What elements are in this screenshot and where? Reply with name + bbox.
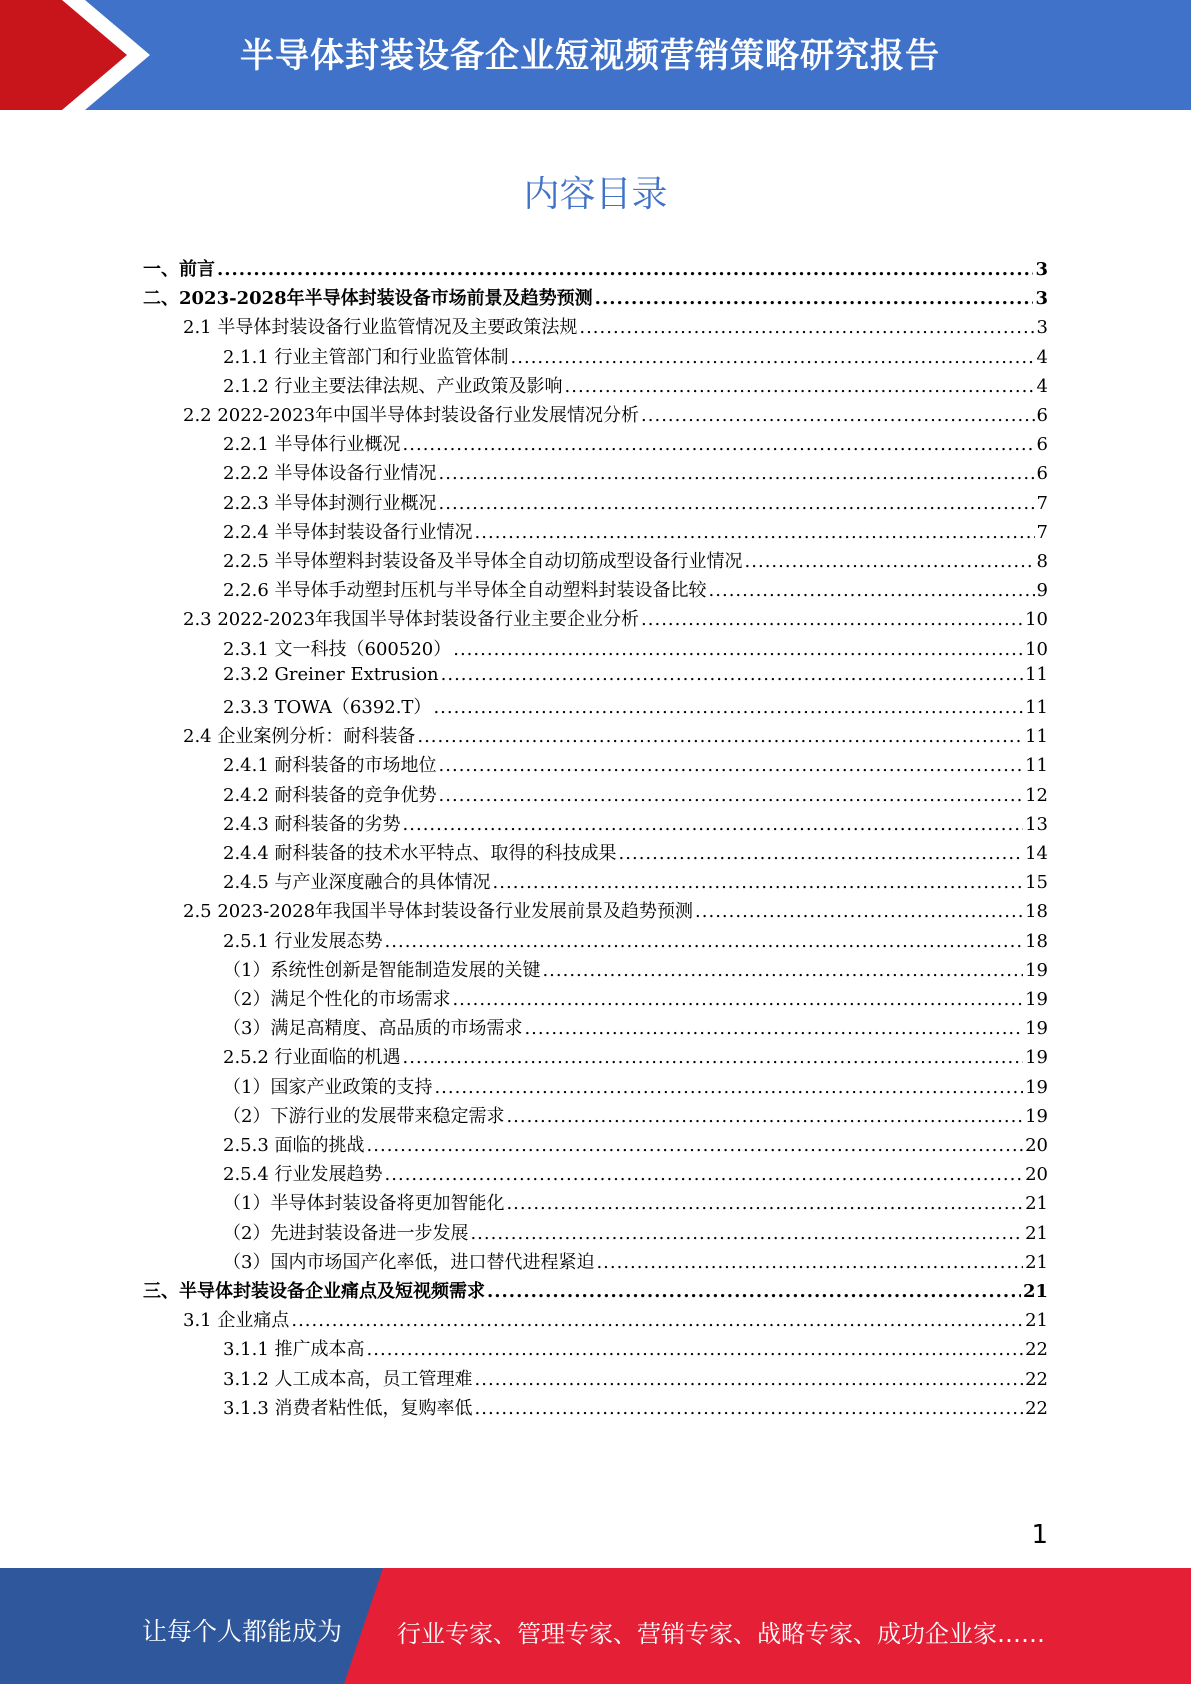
toc-entry-label: 2.4.1 耐科装备的市场地位 bbox=[223, 755, 437, 777]
toc-entry[interactable] bbox=[223, 547, 1048, 578]
toc-leader-dots bbox=[595, 288, 1034, 309]
toc-leader-dots bbox=[475, 522, 1035, 543]
toc-entry-page: 3 bbox=[1035, 259, 1048, 280]
toc-leader-dots bbox=[441, 664, 1023, 685]
toc-leader-dots bbox=[403, 814, 1024, 835]
toc-leader-dots bbox=[403, 434, 1035, 455]
toc-entry[interactable] bbox=[223, 1248, 1048, 1279]
toc-entry-label: 2.3.3 TOWA（6392.T） bbox=[223, 697, 432, 718]
toc-leader-dots bbox=[596, 1252, 1023, 1273]
toc-entry[interactable] bbox=[223, 430, 1048, 461]
toc-entry-page: 13 bbox=[1025, 813, 1048, 835]
toc-entry-label: 3.1.2 人工成本高，员工管理难 bbox=[223, 1368, 473, 1390]
header-banner bbox=[0, 0, 1191, 110]
toc-entry-label: 2.2 2022-2023年中国半导体封装设备行业发展情况分析 bbox=[183, 405, 640, 426]
toc-entry-label: 3.1 企业痛点 bbox=[183, 1310, 290, 1332]
toc-entry-page: 11 bbox=[1025, 697, 1048, 718]
toc-entry-page: 20 bbox=[1025, 1135, 1048, 1156]
toc-entry[interactable] bbox=[223, 372, 1048, 403]
toc-entry-label: 2.3.2 Greiner Extrusion bbox=[223, 663, 439, 685]
toc-entry[interactable] bbox=[223, 343, 1048, 374]
toc-entry-label: 一、前言 bbox=[143, 259, 215, 280]
toc-entry-label: 2.4 企业案例分析：耐科装备 bbox=[183, 726, 416, 748]
toc-entry-page: 7 bbox=[1036, 492, 1048, 514]
toc-entry-label: 2.5.4 行业发展趋势 bbox=[223, 1164, 383, 1186]
footer-slogan-right: 行业专家、管理专家、营销专家、战略专家、成功企业家…… bbox=[397, 1620, 1045, 1648]
toc-entry-label: 2.2.4 半导体封装设备行业情况 bbox=[223, 521, 473, 543]
toc-leader-dots bbox=[439, 785, 1024, 806]
toc-leader-dots bbox=[439, 463, 1035, 484]
toc-leader-dots bbox=[453, 639, 1023, 660]
toc-entry[interactable] bbox=[223, 459, 1048, 490]
toc-entry-label: 2.4.3 耐科装备的劣势 bbox=[223, 813, 401, 835]
toc-entry-label: 2.3 2022-2023年我国半导体封装设备行业主要企业分析 bbox=[183, 609, 640, 631]
toc-entry[interactable] bbox=[143, 255, 1048, 286]
toc-entry-page: 4 bbox=[1036, 375, 1048, 397]
toc-entry-label: （3）满足高精度、高品质的市场需求 bbox=[223, 1018, 523, 1040]
toc-heading: 内容目录 bbox=[523, 174, 668, 215]
toc-leader-dots bbox=[641, 405, 1035, 426]
toc-leader-dots bbox=[385, 1164, 1024, 1185]
toc-entry-label: 2.5.1 行业发展态势 bbox=[223, 930, 383, 952]
toc-entry-label: 二、2023-2028年半导体封装设备市场前景及趋势预测 bbox=[143, 288, 593, 310]
toc-leader-dots bbox=[487, 1281, 1021, 1302]
toc-leader-dots bbox=[403, 1047, 1024, 1068]
toc-entry-page: 19 bbox=[1025, 959, 1048, 981]
toc-leader-dots bbox=[434, 1077, 1023, 1098]
toc-leader-dots bbox=[475, 1398, 1024, 1419]
toc-entry[interactable] bbox=[183, 722, 1048, 753]
toc-entry-label: 2.1.1 行业主管部门和行业监管体制 bbox=[223, 346, 509, 368]
toc-entry[interactable] bbox=[223, 664, 1048, 695]
toc-leader-dots bbox=[619, 843, 1024, 864]
toc-entry[interactable] bbox=[223, 1335, 1048, 1366]
toc-leader-dots bbox=[565, 376, 1035, 397]
toc-entry[interactable] bbox=[183, 897, 1048, 928]
toc-entry-label: （2）下游行业的发展带来稳定需求 bbox=[223, 1105, 505, 1127]
toc-entry-page: 4 bbox=[1036, 346, 1048, 368]
toc-entry-page: 14 bbox=[1025, 843, 1048, 864]
toc-entry-page: 21 bbox=[1025, 1310, 1048, 1332]
toc-entry-page: 10 bbox=[1025, 638, 1048, 660]
report-title: 半导体封装设备企业短视频营销策略研究报告 bbox=[240, 36, 940, 76]
toc-leader-dots bbox=[506, 1193, 1023, 1214]
toc-leader-dots bbox=[439, 755, 1024, 776]
toc-leader-dots bbox=[511, 347, 1035, 368]
toc-leader-dots bbox=[493, 872, 1024, 893]
toc-entry[interactable] bbox=[223, 985, 1048, 1016]
toc-entry[interactable] bbox=[183, 605, 1048, 636]
toc-entry-page: 22 bbox=[1025, 1339, 1048, 1361]
toc-leader-dots bbox=[475, 1369, 1024, 1390]
toc-entry[interactable] bbox=[143, 1277, 1048, 1308]
header-red-chevron bbox=[0, 0, 140, 110]
toc-entry[interactable] bbox=[223, 927, 1048, 958]
toc-leader-dots bbox=[217, 259, 1033, 280]
toc-entry[interactable] bbox=[223, 1219, 1048, 1250]
toc-entry-page: 20 bbox=[1025, 1164, 1048, 1186]
toc-entry-page: 8 bbox=[1036, 551, 1048, 572]
toc-leader-dots bbox=[641, 609, 1023, 630]
toc-entry[interactable] bbox=[223, 781, 1048, 812]
toc-entry[interactable] bbox=[143, 284, 1048, 315]
toc-entry-label: （2）满足个性化的市场需求 bbox=[223, 989, 451, 1010]
toc-entry[interactable] bbox=[183, 1306, 1048, 1337]
toc-entry-page: 21 bbox=[1025, 1251, 1048, 1273]
toc-entry-page: 3 bbox=[1036, 317, 1048, 339]
toc-entry-page: 6 bbox=[1036, 405, 1048, 426]
toc-entry-label: 2.4.2 耐科装备的竞争优势 bbox=[223, 784, 437, 806]
toc-entry-page: 21 bbox=[1025, 1222, 1048, 1244]
toc-entry-page: 7 bbox=[1036, 521, 1048, 543]
toc-entry-page: 22 bbox=[1025, 1397, 1048, 1419]
footer-banner bbox=[0, 1568, 1191, 1684]
toc-entry-label: 2.3.1 文一科技（600520） bbox=[223, 638, 452, 660]
toc-entry[interactable] bbox=[223, 1102, 1048, 1133]
toc-entry[interactable] bbox=[223, 1014, 1048, 1045]
toc-entry-label: （2）先进封装设备进一步发展 bbox=[223, 1222, 469, 1244]
toc-entry[interactable] bbox=[183, 401, 1048, 432]
toc-entry-label: 2.2.5 半导体塑料封装设备及半导体全自动切筋成型设备行业情况 bbox=[223, 551, 743, 572]
toc-entry-page: 19 bbox=[1025, 1018, 1048, 1040]
toc-leader-dots bbox=[542, 960, 1023, 981]
toc-entry[interactable] bbox=[223, 1189, 1048, 1220]
toc-leader-dots bbox=[417, 726, 1023, 747]
toc-entry[interactable] bbox=[223, 1394, 1048, 1425]
toc-entry[interactable] bbox=[223, 576, 1048, 607]
toc-entry[interactable] bbox=[223, 956, 1048, 987]
toc-leader-dots bbox=[452, 989, 1023, 1010]
toc-entry-label: （1）半导体封装设备将更加智能化 bbox=[223, 1193, 505, 1215]
toc-leader-dots bbox=[695, 901, 1023, 922]
toc-entry-page: 3 bbox=[1035, 288, 1048, 310]
toc-entry-page: 6 bbox=[1036, 434, 1048, 456]
toc-entry-label: 2.2.3 半导体封测行业概况 bbox=[223, 492, 437, 514]
toc-leader-dots bbox=[385, 931, 1024, 952]
toc-leader-dots bbox=[524, 1018, 1023, 1039]
toc-entry[interactable] bbox=[223, 1160, 1048, 1191]
toc-entry-page: 22 bbox=[1025, 1368, 1048, 1390]
toc-entry[interactable] bbox=[223, 518, 1048, 549]
toc-entry-label: 三、半导体封装设备企业痛点及短视频需求 bbox=[143, 1281, 485, 1302]
toc-entry-label: 2.5.2 行业面临的机遇 bbox=[223, 1047, 401, 1069]
toc-entry-page: 21 bbox=[1022, 1281, 1048, 1302]
toc-entry-label: （1）国家产业政策的支持 bbox=[223, 1076, 433, 1098]
toc-entry-page: 19 bbox=[1025, 989, 1048, 1010]
toc-entry-label: 2.1.2 行业主要法律法规、产业政策及影响 bbox=[223, 375, 563, 397]
toc-entry-page: 9 bbox=[1036, 580, 1048, 602]
toc-entry-label: （3）国内市场国产化率低，进口替代进程紧迫 bbox=[223, 1251, 595, 1273]
toc-entry[interactable] bbox=[223, 751, 1048, 782]
footer-slogan-left: 让每个人都能成为 bbox=[142, 1617, 343, 1646]
toc-entry-label: （1）系统性创新是智能制造发展的关键 bbox=[223, 959, 541, 981]
toc-entry-label: 2.2.2 半导体设备行业情况 bbox=[223, 463, 437, 485]
page-number: 1 bbox=[1031, 1520, 1048, 1550]
toc-entry-page: 12 bbox=[1025, 784, 1048, 806]
toc-entry-page: 11 bbox=[1025, 755, 1048, 777]
toc-leader-dots bbox=[367, 1135, 1024, 1156]
toc-entry[interactable] bbox=[223, 693, 1048, 724]
toc-entry-label: 2.5 2023-2028年我国半导体封装设备行业发展前景及趋势预测 bbox=[183, 901, 694, 923]
toc-entry[interactable] bbox=[223, 635, 1048, 666]
toc-leader-dots bbox=[439, 493, 1035, 514]
toc-entry-label: 3.1.1 推广成本高 bbox=[223, 1339, 365, 1361]
toc-entry-page: 18 bbox=[1025, 901, 1048, 923]
toc-entry[interactable] bbox=[223, 489, 1048, 520]
toc-leader-dots bbox=[745, 551, 1035, 572]
toc-leader-dots bbox=[506, 1106, 1023, 1127]
toc-entry[interactable] bbox=[223, 1043, 1048, 1074]
toc-entry-page: 19 bbox=[1025, 1105, 1048, 1127]
toc-entry-label: 2.2.1 半导体行业概况 bbox=[223, 434, 401, 456]
toc-entry-page: 19 bbox=[1025, 1047, 1048, 1069]
toc-entry-label: 2.2.6 半导体手动塑封压机与半导体全自动塑料封装设备比较 bbox=[223, 580, 707, 602]
toc-entry[interactable] bbox=[223, 1073, 1048, 1104]
toc-entry-page: 19 bbox=[1025, 1076, 1048, 1098]
toc-leader-dots bbox=[709, 580, 1035, 601]
toc-leader-dots bbox=[579, 317, 1034, 338]
toc-entry-label: 2.5.3 面临的挑战 bbox=[223, 1135, 365, 1156]
toc-leader-dots bbox=[470, 1223, 1023, 1244]
toc-leader-dots bbox=[367, 1339, 1024, 1360]
toc-entry-page: 18 bbox=[1025, 930, 1048, 952]
toc-entry[interactable] bbox=[223, 810, 1048, 841]
toc-entry-label: 3.1.3 消费者粘性低，复购率低 bbox=[223, 1397, 473, 1419]
toc-entry-label: 2.1 半导体封装设备行业监管情况及主要政策法规 bbox=[183, 317, 578, 339]
toc-entry-page: 10 bbox=[1025, 609, 1048, 631]
toc-entry[interactable] bbox=[183, 313, 1048, 344]
toc-entry-page: 11 bbox=[1025, 663, 1048, 685]
toc-entry-label: 2.4.4 耐科装备的技术水平特点、取得的科技成果 bbox=[223, 843, 617, 864]
toc-leader-dots bbox=[291, 1310, 1023, 1331]
toc-leader-dots bbox=[433, 697, 1023, 718]
toc-entry-page: 11 bbox=[1025, 726, 1048, 748]
toc-entry-page: 6 bbox=[1036, 463, 1048, 485]
toc-entry[interactable] bbox=[223, 839, 1048, 870]
toc-entry[interactable] bbox=[223, 1365, 1048, 1396]
toc-entry-page: 21 bbox=[1025, 1193, 1048, 1215]
toc-entry-page: 15 bbox=[1025, 872, 1048, 894]
toc-entry[interactable] bbox=[223, 868, 1048, 899]
toc-entry-label: 2.4.5 与产业深度融合的具体情况 bbox=[223, 872, 491, 894]
toc-entry[interactable] bbox=[223, 1131, 1048, 1162]
